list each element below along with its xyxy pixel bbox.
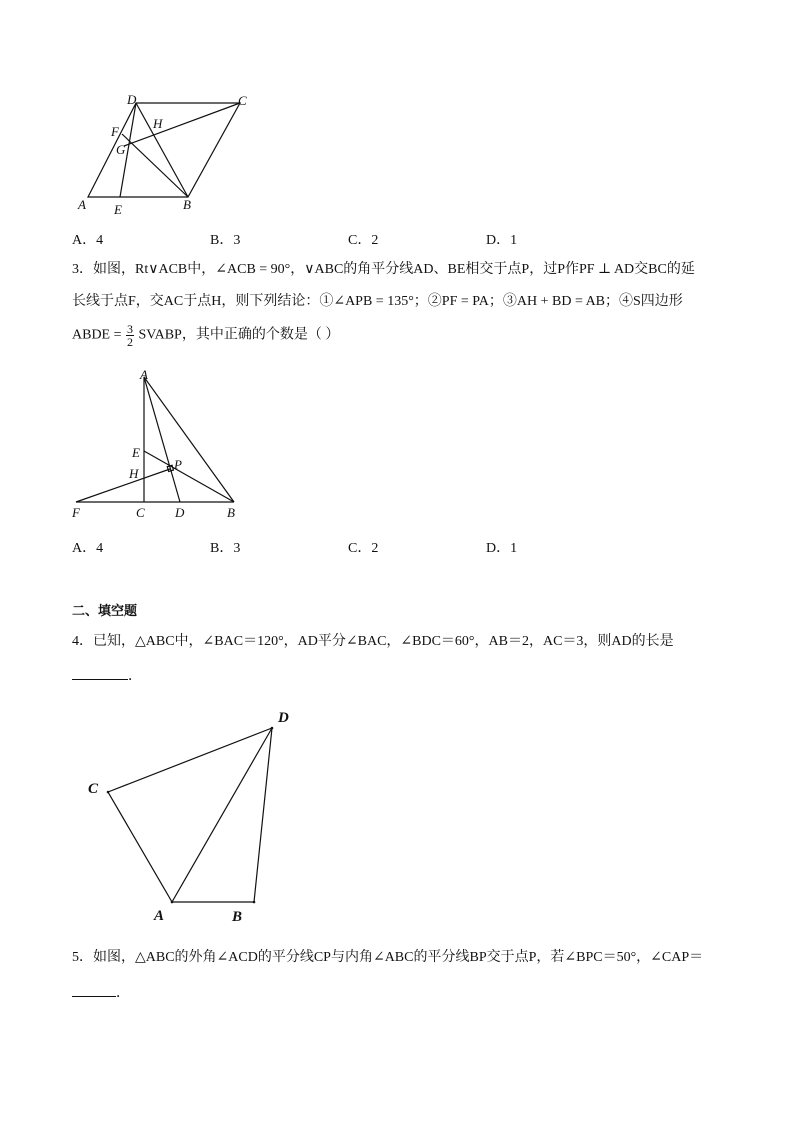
label-c: C — [238, 93, 247, 108]
point-b — [253, 901, 256, 904]
q2-option-a: A．4 — [72, 233, 104, 248]
fraction-three-halves — [126, 323, 134, 348]
segment-eb — [144, 451, 234, 502]
q3-line3-post: SVABP，其中正确的个数是（ ） — [138, 327, 340, 343]
fraction-denominator: 2 — [127, 335, 134, 349]
label-a: A — [140, 367, 148, 382]
q4-end: ． — [128, 669, 142, 684]
q3-line1: 3．如图，Rt∨ACB中，∠ACB = 90°，∨ABC的角平分线AD、BE相交于点P，过P作PF ⊥ AD交BC的延 — [72, 262, 695, 277]
label-e: E — [132, 445, 140, 460]
q2-option-d: D．1 — [486, 233, 518, 248]
q3-option-b: B．3 — [210, 541, 241, 556]
label-b: B — [183, 197, 191, 212]
q5-answer-blank[interactable] — [72, 982, 116, 997]
figure-parallelogram — [70, 90, 270, 220]
label-a: A — [78, 197, 86, 212]
parallelogram-abcd — [88, 103, 240, 197]
figure-right-triangle — [60, 365, 260, 525]
label-c: C — [88, 781, 99, 797]
q5-end: ． — [116, 986, 130, 1001]
q3-line3 — [72, 323, 339, 348]
figure-quadrilateral — [80, 700, 320, 930]
segment-ab — [144, 377, 234, 502]
q3-line2: 长线于点F，交AC于点H，则下列结论：①∠APB = 135°；②PF = PA；③AH + BD = AB；④S四边形 — [72, 294, 683, 309]
segment-gc — [124, 103, 240, 146]
label-g: G — [116, 142, 126, 157]
label-d: D — [127, 92, 137, 107]
q4-text: 4．已知，△ABC中，∠BAC＝120°，AD平分∠BAC，∠BDC＝60°，AB＝2，AC＝3，则AD的长是 — [72, 634, 674, 649]
label-a: A — [154, 908, 165, 924]
point-c — [107, 791, 110, 794]
q4-answer-line — [72, 665, 142, 687]
q2-option-c: C．2 — [348, 233, 379, 248]
q3-line3-pre: ABDE = — [72, 327, 122, 343]
label-d: D — [278, 710, 289, 726]
q5-answer-line — [72, 982, 130, 1004]
fraction-numerator: 3 — [127, 322, 134, 336]
label-f: F — [72, 505, 80, 520]
q5-text: 5．如图，△ABC的外角∠ACD的平分线CP与内角∠ABC的平分线BP交于点P，若∠BPC＝50°，∠CAP＝ — [72, 950, 704, 965]
segment-fp — [76, 469, 170, 502]
q3-option-a: A．4 — [72, 541, 104, 556]
label-e: E — [114, 202, 122, 217]
label-f: F — [111, 124, 119, 139]
q4-answer-blank[interactable] — [72, 665, 128, 680]
point-a — [171, 901, 174, 904]
label-p: P — [174, 457, 182, 472]
label-h: H — [153, 116, 163, 131]
label-d: D — [175, 505, 185, 520]
quadrilateral-acdb — [108, 728, 272, 902]
segment-ad — [144, 377, 180, 502]
q3-option-c: C．2 — [348, 541, 379, 556]
label-h: H — [129, 466, 139, 481]
point-d — [271, 727, 274, 730]
section-fill-in-blank: 二、填空题 — [72, 604, 138, 619]
label-c: C — [136, 505, 145, 520]
q3-option-d: D．1 — [486, 541, 518, 556]
label-b: B — [232, 909, 243, 925]
q2-option-b: B．3 — [210, 233, 241, 248]
label-b: B — [227, 505, 235, 520]
